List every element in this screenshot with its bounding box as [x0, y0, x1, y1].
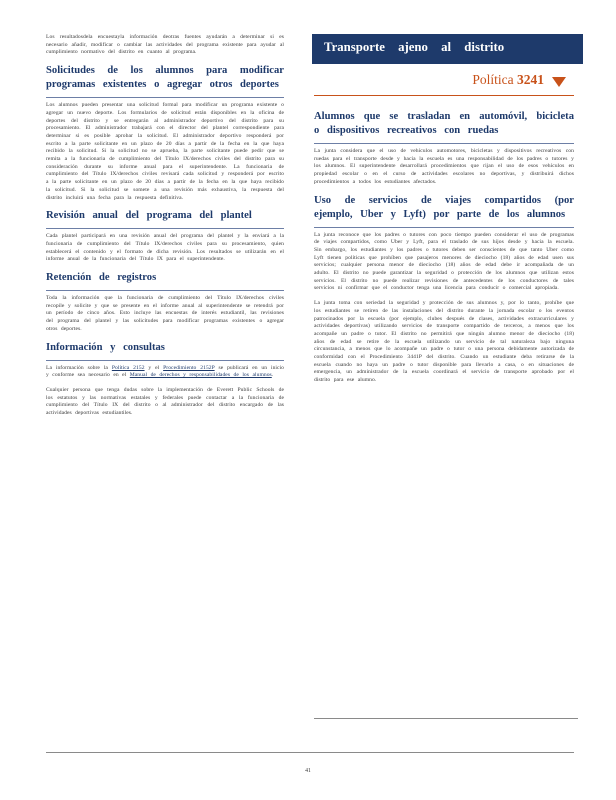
policy-2152-link[interactable]: Política 2152	[111, 364, 145, 371]
section-heading-annual-review: Revisión anual del programa del plantel	[46, 209, 284, 229]
column-end-divider	[314, 718, 578, 719]
paragraph-annual-review: Cada plantel participará en una revisión anual del programa del plantel y la enviará a la funcionaria de cumplimiento del Título IX/derechos civiles para su procesamiento, quien establecerá el contenido y el formato de dicha revisión. Los resultados se utilizarán en el informe anual de la funcionaria del Título IX para el superintendente.	[46, 233, 284, 263]
section-heading-student-requests: Solicitudes de los alumnos para modificar programas existentes o agregar otros deportes	[46, 64, 284, 98]
section-heading-vehicles: Alumnos que se trasladan en automóvil, bicicleta o dispositivos recreativos con ruedas	[314, 110, 574, 144]
rights-manual-link[interactable]: Manual de derechos y responsabilidades de los alumnos	[129, 372, 272, 379]
right-column	[314, 34, 574, 392]
left-column	[46, 34, 284, 425]
policy-word: Política	[472, 72, 514, 87]
paragraph-record-retention: Toda la información que la funcionaria de cumplimiento del Título IX/derechos civiles recopile y solicite y que se presente en el informe anual al superintendente se retendrá por un período de cinco años. Esto incluye las encuestas de interés estudiantil, las revisiones del programa del plantel y las solicitudes para modificar programas existentes o agregar otros deportes.	[46, 295, 284, 332]
paragraph-inquiries: Cualquier persona que tenga dudas sobre la implementación de Everett Public Schools de los estatutos y las normativas estatales y federales puede contactar a la funcionaria de cumplimiento del Título IX del distrito o al administrador del distrito encargado de las actividades deportivas estudiantiles.	[46, 386, 284, 417]
procedure-2152p-link[interactable]: Procedimiento 2152P	[163, 364, 215, 371]
section-heading-record-retention: Retención de registros	[46, 271, 284, 291]
footer-divider	[46, 752, 574, 753]
info-text-mid2: se publicará en un inicio y conforme sea necesario en el	[46, 364, 285, 379]
paragraph-rideshare-1: La junta reconoce que los padres o tutores con poco tiempo pueden considerar el uso de programas de viajes compartidos, como Uber y Lyft, para el traslado de sus hijos desde y hacia la escuela. Sin embargo, los estudiantes y los padres o tutores deben ser conscientes de que tanto Uber como Lyft tienen políticas que prohíben que pasajeros menores de dieciocho (18) años de edad usen sus servicios; cualquier persona menor de dieciocho (18) años de edad debe ir acompañada de un adulto. El distrito no puede garantizar la seguridad o protección de los alumnos que utilizan estos servicios. El distrito no puede realizar revisiones de antecedentes de los conductores de tales servicios ni confirmar que el conductor tenga una licencia para conducir o comercial apropiada.	[314, 231, 574, 292]
paragraph-information-links	[46, 365, 284, 380]
page-number: 41	[305, 768, 311, 774]
policy-label-row	[314, 72, 574, 96]
chapter-banner: Transporte ajeno al distrito	[312, 34, 583, 64]
triangle-down-icon	[552, 77, 566, 87]
section-heading-information: Información y consultas	[46, 341, 284, 361]
section-heading-rideshare: Uso de servicios de viajes compartidos (por ejemplo, Uber y Lyft) por parte de los alumnos	[314, 194, 574, 228]
info-text-post: .	[271, 372, 274, 379]
info-text-pre: La información sobre la	[46, 364, 112, 371]
info-text-mid1: y el	[144, 364, 164, 371]
intro-paragraph: Los resultadosdela encuestayla información deotras fuentes ayudarán a determinar si es necesario añadir, modificar o cambiar las actividades del programa existente para ayudar al cumplimiento normativo del distrito en cuanto al programa.	[46, 34, 284, 56]
policy-label	[472, 72, 544, 88]
paragraph-student-requests: Los alumnos pueden presentar una solicitud formal para modificar un programa existente o agregar un nuevo deporte. Los formularios de solicitud están disponibles en la oficina de deportes del distrito y se entregarán al administrador deportivo del distrito para su procesamiento. El administrador trabajará con el director del plantel correspondiente para determinar si es posible aprobar la solicitud. El administrador deportivo responderá por escrito a la parte solicitante en un plazo de 20 días a partir de la fecha en la que haya recibido la solicitud. Si la solicitud no se aprueba, la parte solicitante puede pedir que se remita a la funcionaria de cumplimiento del Título IX/derechos civiles del distrito para su consideración durante su informe anual para el superintendente. La funcionaria de cumplimiento del Título IX/derechos civiles revisará cada solicitud y responderá por escrito a la parte solicitante en un plazo de 20 días a partir de la fecha en la que haya recibido la solicitud. Si la solicitud se somete a una revisión más exhaustiva, la respuesta del distrito incluirá una fecha para la respuesta definitiva.	[46, 102, 284, 201]
paragraph-vehicles: La junta considera que el uso de vehículos automotores, bicicletas y dispositivos recreativos con ruedas para el transporte desde y hacia la escuela es una responsabilidad de los padres o tutores y los alumnos. El superintendente desarrollará procedimientos que rijan el uso de esos vehículos en propiedad escolar o en el curso de actividades escolares no deportivas, y distribuirá dichos procedimientos a todos los estudiantes afectados.	[314, 148, 574, 185]
paragraph-rideshare-2: La junta toma con seriedad la seguridad y protección de sus alumnos y, por lo tanto, prohíbe que los estudiantes se retiren de las instalaciones del distrito durante la jornada escolar o los eventos patrocinados por la escuela (por ejemplo, clubes después de clases, actividades extracurriculares y actividades deportivas) utilizando servicios de transporte compartido de terceros, a menos que los acompañe un padre o tutor. El distrito no permitirá que ningún alumno menor de dieciocho (18) años de edad se retire de la escuela utilizando un servicio de tal naturaleza bajo ninguna circunstancia, a menos que lo acompañe un padre o tutor o una persona debidamente autorizada de conformidad con el Procedimiento 3441P del distrito. Cuando un estudiante deba retirarse de la escuela cuando no haya un padre o tutor disponible para llevarlo a casa, o en situaciones de emergencia, un administrador de la escuela coordinará el servicio de transporte aprobado por el distrito para ese alumno.	[314, 300, 574, 384]
policy-number: 3241	[517, 72, 544, 87]
